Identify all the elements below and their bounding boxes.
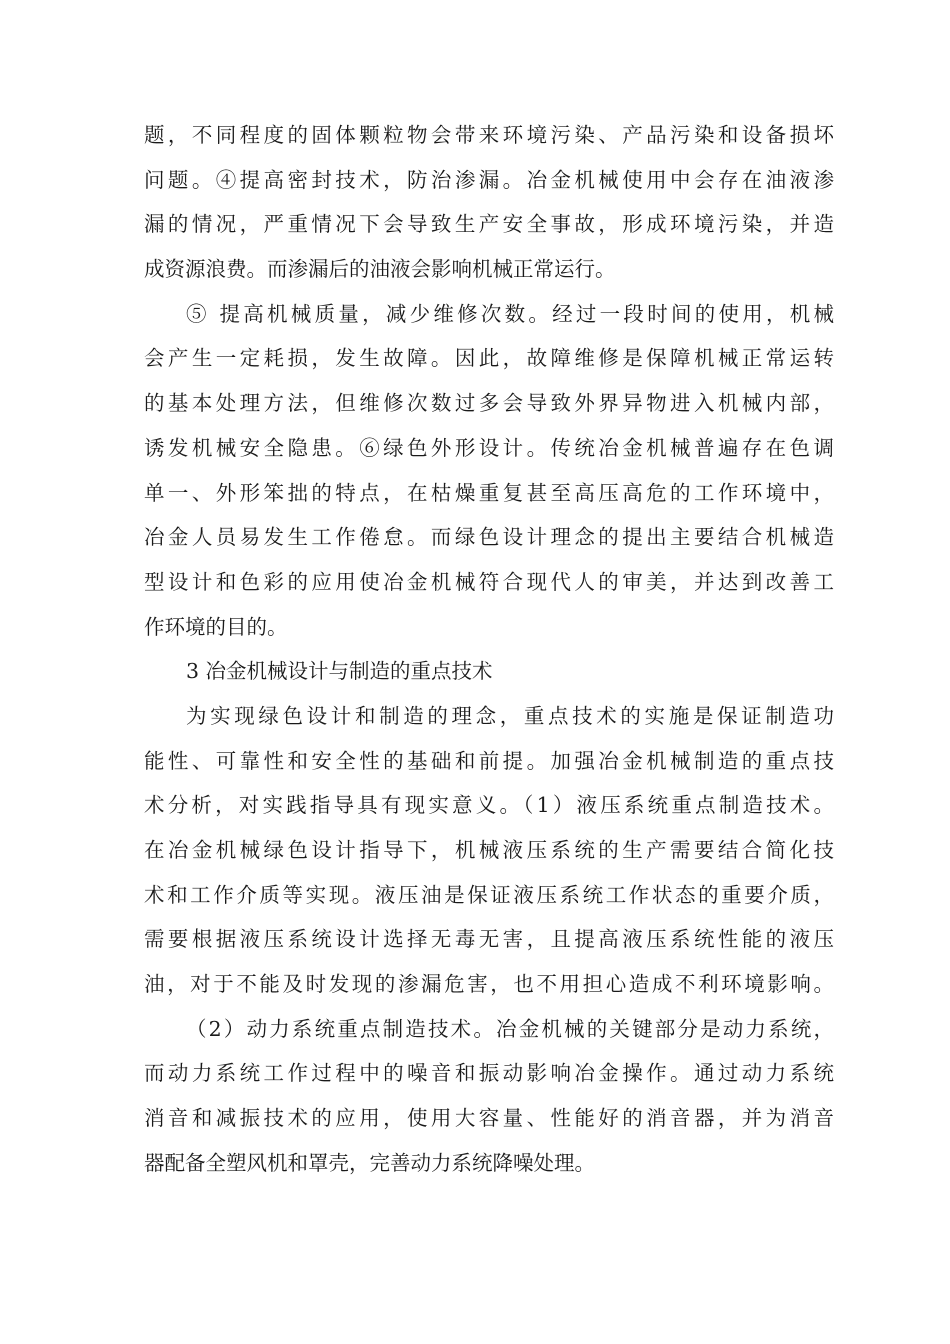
- text-line: 单一、外形笨拙的特点，在枯燥重复甚至高压高危的工作环境中，: [144, 480, 834, 505]
- paragraph-start-line: 为实现绿色设计和制造的理念，重点技术的实施是保证制造功: [186, 703, 834, 728]
- text-line: 器配备全塑风机和罩壳，完善动力系统降噪处理。: [144, 1150, 595, 1175]
- text-line: 油，对于不能及时发现的渗漏危害，也不用担心造成不利环境影响。: [144, 972, 834, 997]
- text-line: 题，不同程度的固体颗粒物会带来环境污染、产品污染和设备损坏: [144, 123, 834, 147]
- text-line: 的基本处理方法，但维修次数过多会导致外界异物进入机械内部，: [144, 391, 834, 416]
- text-line: 问题。④提高密封技术，防治渗漏。冶金机械使用中会存在油液渗: [144, 167, 834, 192]
- text-line: 成资源浪费。而渗漏后的油液会影响机械正常运行。: [144, 257, 616, 282]
- section-heading: 3 冶金机械设计与制造的重点技术: [186, 659, 493, 684]
- text-line: 冶金人员易发生工作倦怠。而绿色设计理念的提出主要结合机械造: [144, 525, 834, 550]
- body-text: [144, 113, 834, 1186]
- text-line: 消音和减振技术的应用，使用大容量、性能好的消音器，并为消音: [144, 1106, 834, 1131]
- text-line: 能性、可靠性和安全性的基础和前提。加强冶金机械制造的重点技: [144, 748, 834, 773]
- text-line: 诱发机械安全隐患。⑥绿色外形设计。传统冶金机械普遍存在色调: [144, 435, 834, 460]
- text-line: 在冶金机械绿色设计指导下，机械液压系统的生产需要结合简化技: [144, 838, 834, 862]
- text-line: 作环境的目的。: [144, 614, 288, 639]
- text-line: 而动力系统工作过程中的噪音和振动影响冶金操作。通过动力系统: [144, 1061, 834, 1086]
- paragraph-start-line: ⑤ 提高机械质量，减少维修次数。经过一段时间的使用，机械: [186, 301, 834, 326]
- text-line: 术和工作介质等实现。液压油是保证液压系统工作状态的重要介质，: [144, 882, 834, 907]
- text-line: 术分析，对实践指导具有现实意义。（1）液压系统重点制造技术。: [144, 793, 834, 818]
- text-line: 型设计和色彩的应用使冶金机械符合现代人的审美，并达到改善工: [144, 569, 834, 594]
- text-line: 需要根据液压系统设计选择无毒无害，且提高液压系统性能的液压: [144, 927, 834, 952]
- text-line: 会产生一定耗损，发生故障。因此，故障维修是保障机械正常运转: [144, 346, 834, 371]
- paragraph-start-line: （2）动力系统重点制造技术。冶金机械的关键部分是动力系统，: [186, 1016, 834, 1041]
- text-line: 漏的情况，严重情况下会导致生产安全事故，形成环境污染，并造: [144, 212, 834, 237]
